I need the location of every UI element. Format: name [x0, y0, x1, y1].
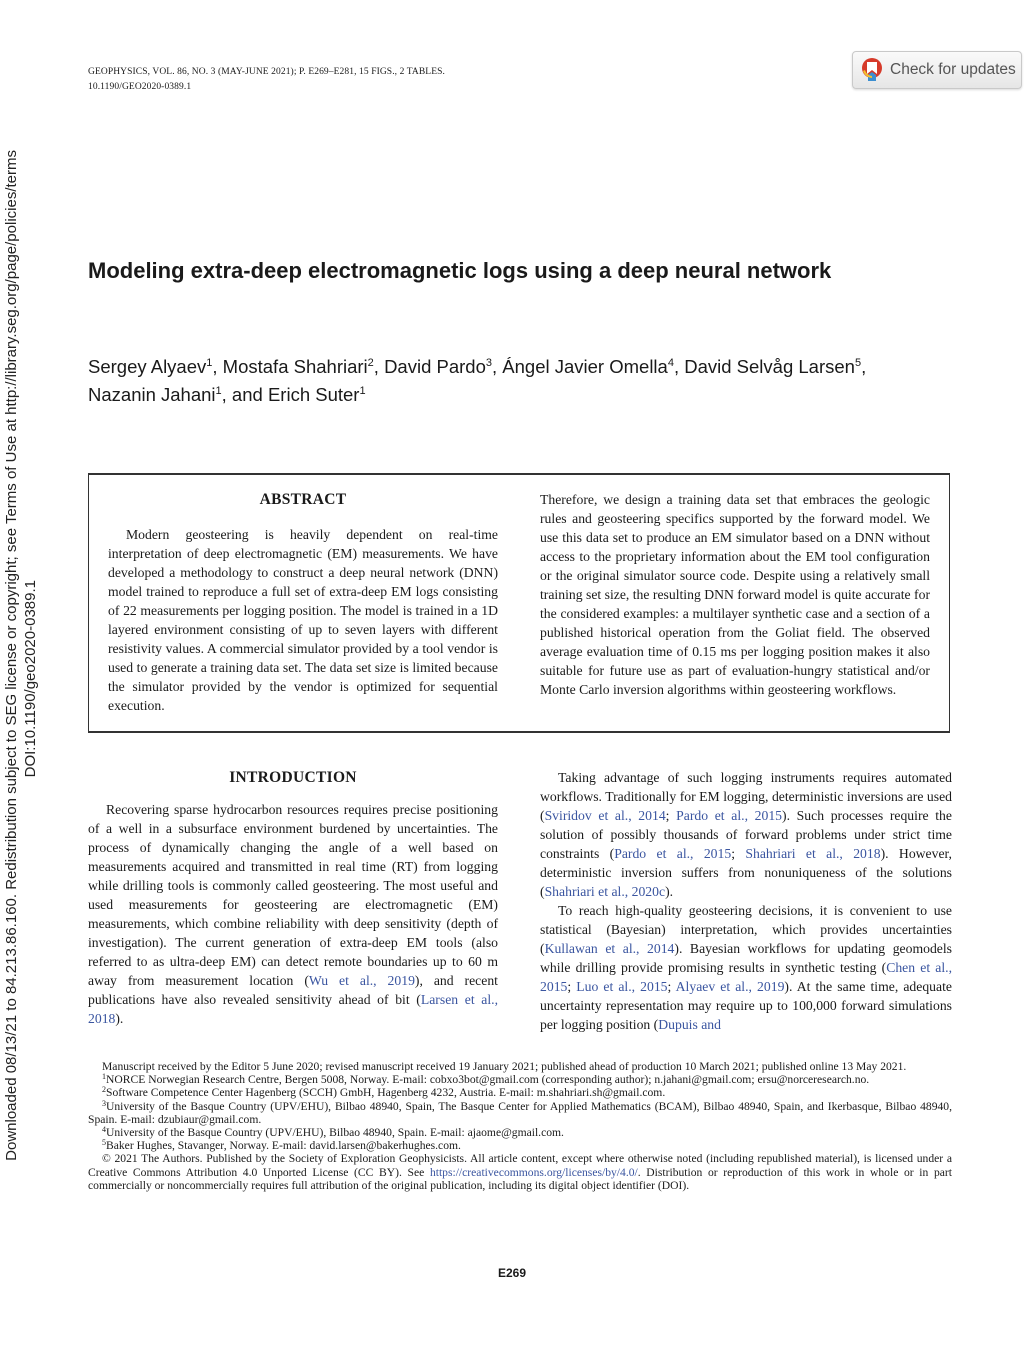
abstract-left-column [108, 525, 498, 715]
affiliation-note: $^2$Software Competence Center Hagenberg (SCCH) GmbH, Hagenberg 4232, Austria. E-mail: m.shahriari.sh@gmail.com. [102, 1085, 666, 1100]
doi-header: 10.1190/GEO2020-0389.1 [88, 82, 192, 92]
affiliation-note: $^4$University of the Basque Country (UPV/EHU), Bilbao 48940, Spain. E-mail: ajaome@gmail.com. [102, 1125, 564, 1140]
crossmark-icon [861, 57, 883, 83]
affiliation-note: $^5$Baker Hughes, Stavanger, Norway. E-mail: david.larsen@bakerhughes.com. [102, 1138, 461, 1153]
received-note: Manuscript received by the Editor 5 June 2020; revised manuscript received 19 January 2021; published ahead of production 10 March 2021; published online 13 May 2021. [102, 1060, 907, 1073]
page-number: E269 [497, 1266, 527, 1280]
citation-link[interactable]: Dupuis and [658, 1017, 721, 1032]
citation-link[interactable]: Kullawan et al., 2014 [544, 941, 675, 956]
intro-left-column [88, 800, 498, 1028]
citation-link[interactable]: Pardo et al., 2015 [676, 808, 783, 823]
citation-link[interactable]: Sviridov et al., 2014 [544, 808, 666, 823]
abstract-paragraph: Therefore, we design a training data set that embraces the geologic rules and geosteering specifics supported by the forward model. We use this data set to produce an EM simulator based on a DNN without access to the proprietary information about the EM tool configuration or the original simulator source code. Despite using a relatively small training set size, the resulting DNN forward model is quite accurate for the considered examples: a multilayer synthetic case and a section of a published historical operation from the Goliat field. The observed average evaluation time of 0.15 ms per logging position makes it also suitable for future use as part of evaluation-hungry statistical and/or Monte Carlo inversion algorithms within geosteering workflows. [540, 492, 930, 697]
intro-paragraph: Taking advantage of such logging instruments requires automated workflows. Traditionally for EM logging, deterministic inversions are used (Sviridov et al., 2014; Pardo et al., 2015). Such processes require the solution of possibly thousands of forward problems under strict time constraints (Pardo et al., 2015; Shahriari et al., 2018). However, deterministic inversion suffers from nonuniqueness of the solutions (Shahriari et al., 2020c). [540, 770, 952, 899]
author: Erich Suter$^1$ [267, 384, 366, 405]
affiliation-note: $^1$NORCE Norwegian Research Centre, Bergen 5008, Norway. E-mail: cobxo3bot@gmail.com (corresponding author); n.jahani@gmail.com; ersu@norceresearch.no. [102, 1072, 870, 1087]
download-sidebar [0, 150, 44, 1200]
journal-citation: GEOPHYSICS, VOL. 86, NO. 3 (MAY-JUNE 2021); P. E269–E281, 15 FIGS., 2 TABLES. [88, 67, 445, 77]
author: David Pardo$^3$, [384, 356, 503, 377]
citation-link[interactable]: Luo et al., 2015 [576, 979, 668, 994]
intro-paragraph: Recovering sparse hydrocarbon resources requires precise positioning of a well in a subsurface environment burdened by uncertainties. The process of dynamically changing the angle of a well based on measurements acquired and transmitted in real time (RT) from logging while drilling tools is commonly called geosteering. The most useful and used measurements for geosteering are electromagnetic (EM) measurements, which combine reliability with deep sensitivity (depth of investigation). The current generation of extra-deep EM tools (also referred to as ultra-deep EM) can detect remote boundaries up to 60 m away from measurement location (Wu et al., 2019), and recent publications have also revealed sensitivity ahead of bit (Larsen et al., 2018). [88, 802, 498, 1026]
author: Ángel Javier Omella$^4$, [502, 356, 685, 377]
author: Nazanin Jahani$^1$, and [88, 384, 268, 405]
copyright-note: © 2021 The Authors. Published by the Society of Exploration Geophysicists. All article content, except where otherwise noted (including republished material), is licensed under a Creative Commons Attribution 4.0 Unported License (CC BY). See https://creativecommons.org/licenses/by/4.0/. Distribution or reproduction of this work in whole or in part commercially or noncommercially requires full attribution of the original publication, including its digital object identifier (DOI). [88, 1152, 952, 1192]
citation-link[interactable]: Alyaev et al., 2019 [675, 979, 785, 994]
article-title: Modeling extra-deep electromagnetic logs using a deep neural network [88, 258, 832, 283]
introduction-heading: INTRODUCTION [229, 769, 357, 786]
license-link[interactable]: https://creativecommons.org/licenses/by/4.0/ [429, 1165, 638, 1179]
check-for-updates-label: Check for updates [890, 61, 1016, 78]
affiliation-note: $^3$University of the Basque Country (UPV/EHU), Bilbao 48940, Spain, The Basque Center for Applied Mathematics (BCAM), Bilbao 48940, Spain, and Ikerbasque, Bilbao 48940, Spain. E-mail: dzubiaur@gmail.com. [88, 1098, 952, 1126]
author: Sergey Alyaev$^1$, [88, 356, 223, 377]
abstract-heading: ABSTRACT [259, 491, 347, 508]
sidebar-doi: DOI:10.1190/geo2020-0389.1 [22, 580, 39, 778]
abstract-paragraph: Modern geosteering is heavily dependent on real-time interpretation of deep electromagnetic (EM) measurements. We have developed a methodology to construct a deep neural network (DNN) model trained to reproduce a full set of extra-deep EM logs consisting of 22 measurements per logging position. The model is trained in a 1D layered environment consisting of up to seven layers with different resistivity values. A commercial simulator provided by a tool vendor is used to generate a training data set. The data set size is limited because the simulator provided by the vendor is optimized for sequential execution. [108, 527, 498, 713]
citation-link[interactable]: Chen et al., 2015 [540, 960, 953, 994]
check-for-updates-button[interactable] [852, 51, 1022, 89]
author: Mostafa Shahriari$^2$, [222, 356, 385, 377]
footnotes [88, 1060, 952, 1192]
citation-link[interactable]: Wu et al., 2019 [308, 973, 415, 988]
author: David Selvåg Larsen$^5$, [684, 356, 867, 377]
citation-link[interactable]: Larsen et al., 2018 [88, 992, 498, 1026]
citation-link[interactable]: Shahriari et al., 2020c [544, 884, 666, 899]
author-list [88, 353, 968, 409]
intro-paragraph: To reach high-quality geosteering decisions, it is convenient to use statistical (Bayesian) interpretation, which provides uncertainties (Kullawan et al., 2014). Bayesian workflows for updating geomodels while drilling provide promising results in synthetic testing (Chen et al., 2015; Luo et al., 2015; Alyaev et al., 2019). At the same time, adequate uncertainty representation may require up to 100,000 forward simulations per logging position (Dupuis and [540, 903, 953, 1032]
citation-link[interactable]: Shahriari et al., 2018 [745, 846, 881, 861]
intro-right-column [540, 768, 952, 1034]
citation-link[interactable]: Pardo et al., 2015 [614, 846, 732, 861]
abstract-right-column [540, 490, 930, 699]
download-notice: Downloaded 08/13/21 to 84.213.86.160. Redistribution subject to SEG license or copyright; see Terms of Use at http://library.seg.org/page/policies/terms [3, 150, 20, 1161]
